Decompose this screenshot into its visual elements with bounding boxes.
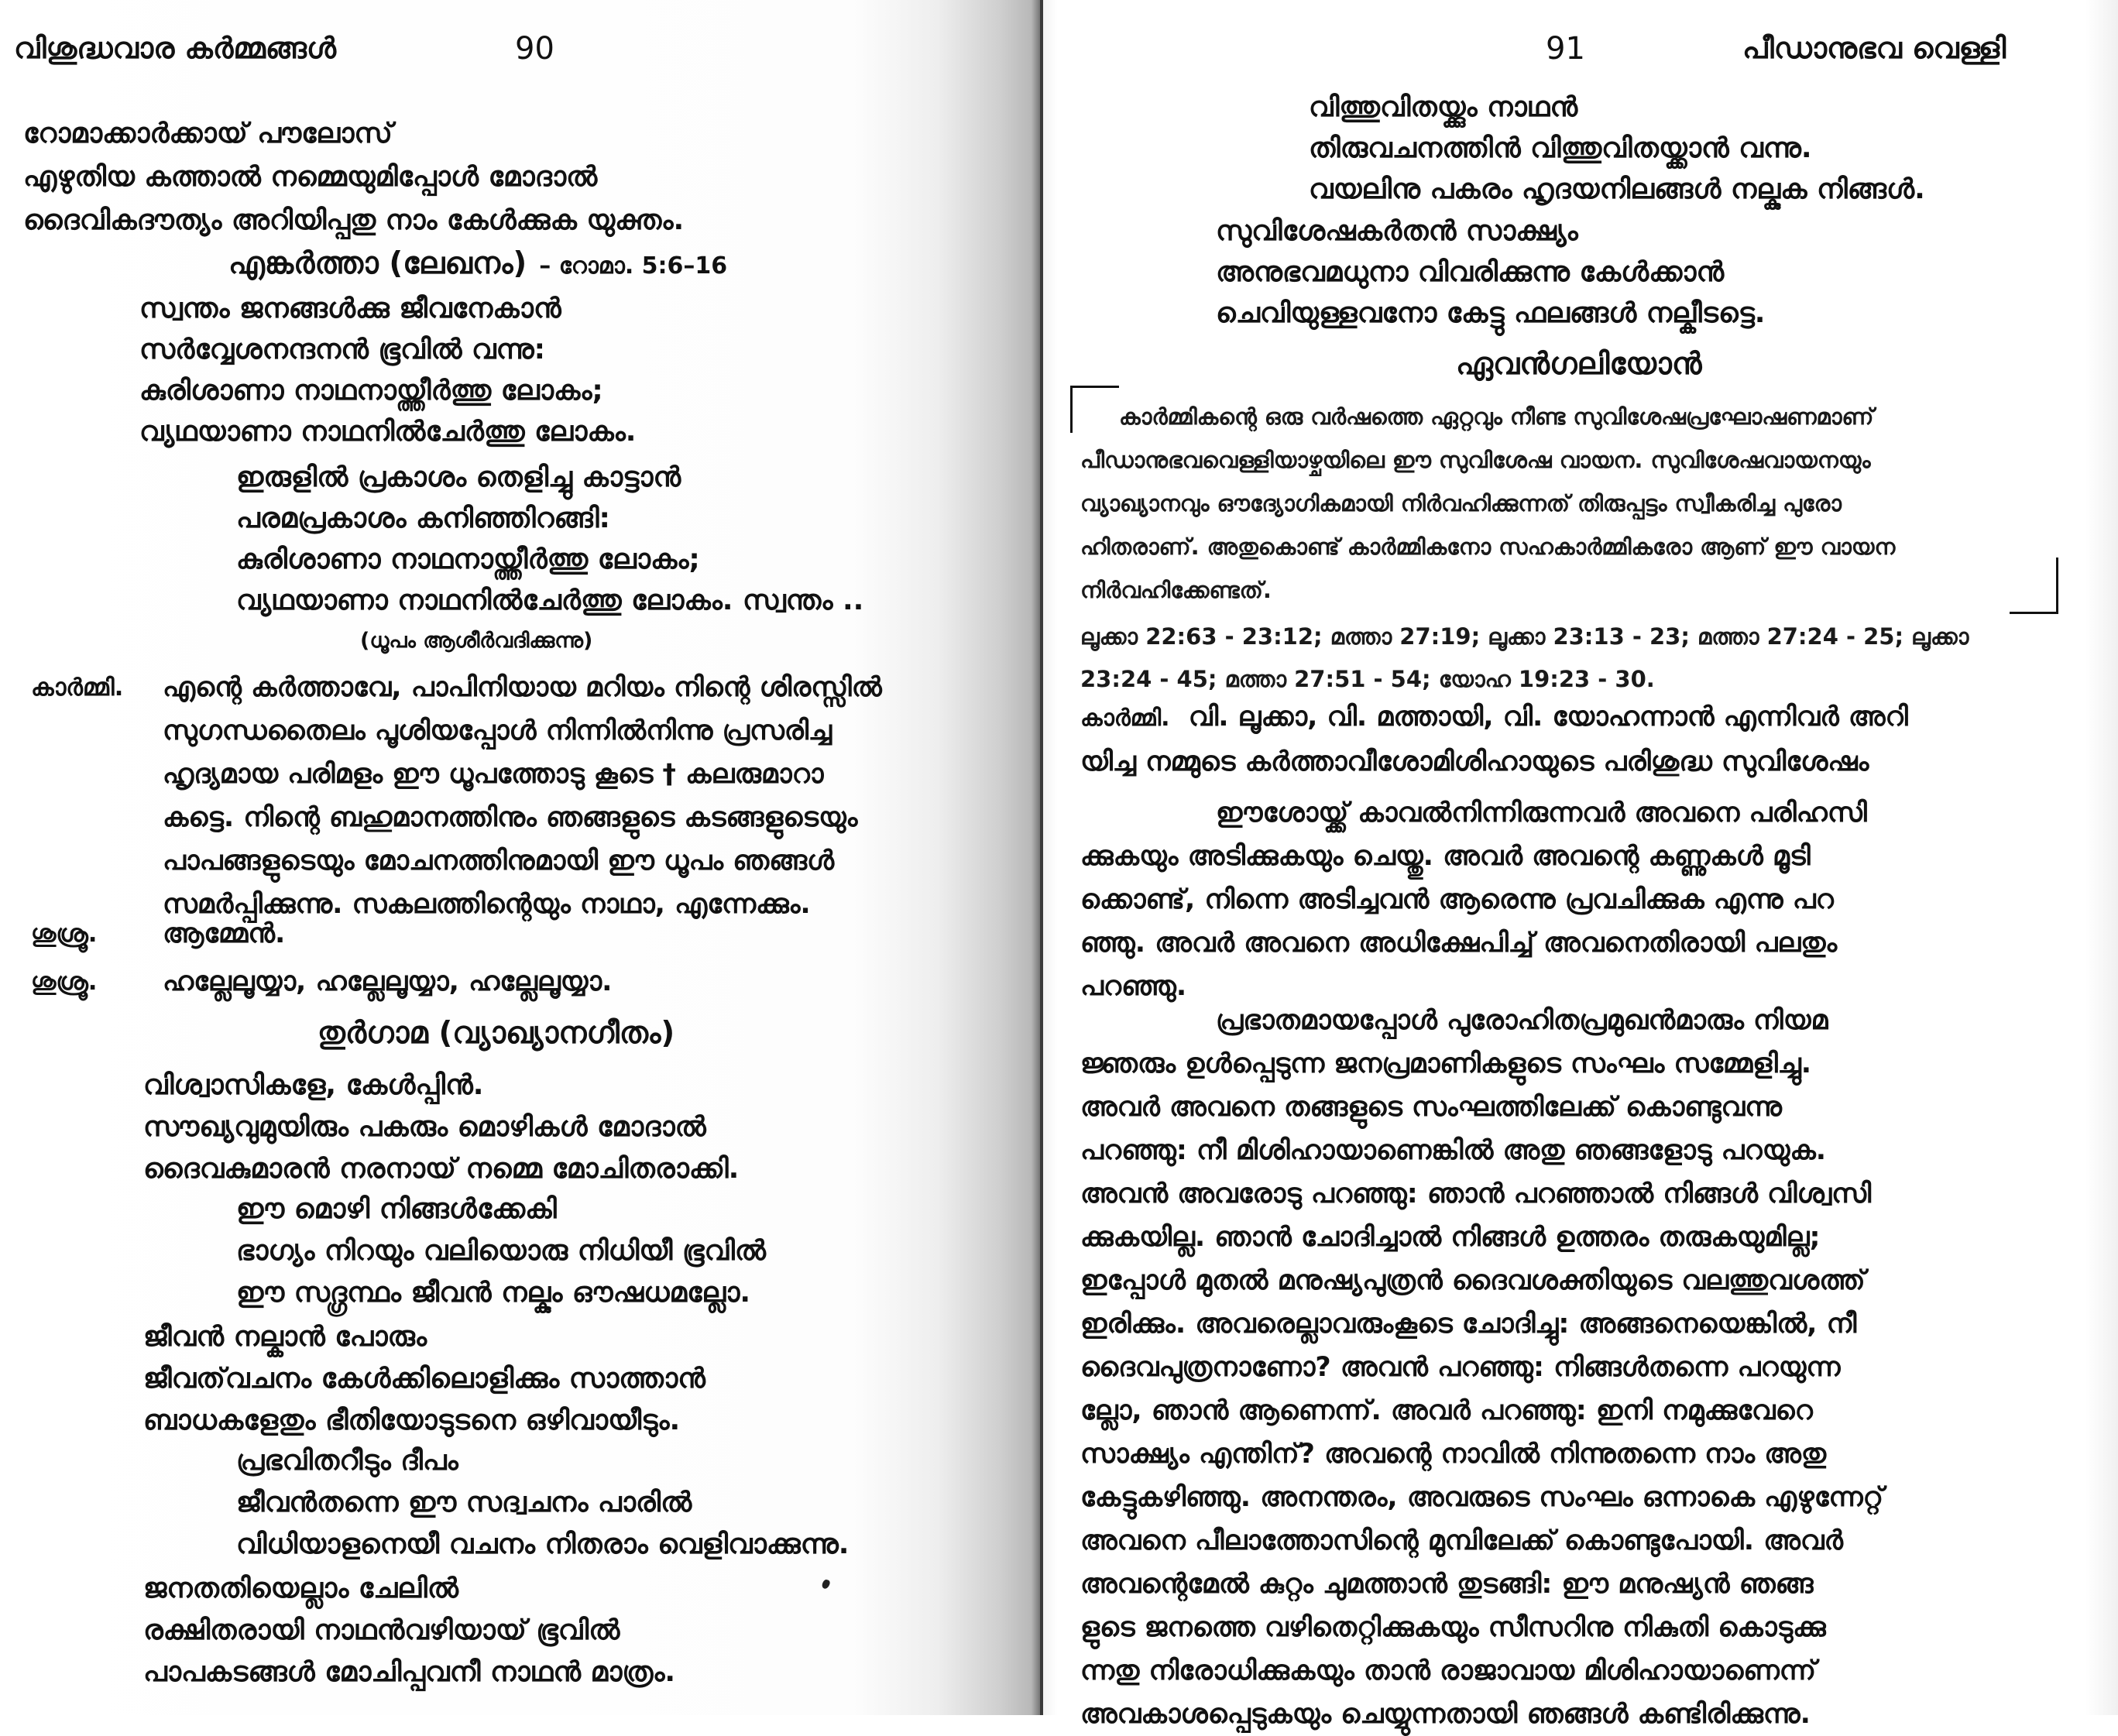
left-page (0, 0, 1042, 1715)
verse-line: എഴുതിയ കത്താൽ നമ്മെയുമിപ്പോൾ മോദാൽ (23, 161, 598, 193)
gospel-line: ദൈവപുത്രനാണോ? അവൻ പറഞ്ഞു: നിങ്ങൾതന്നെ പറയുന്ന (1080, 1352, 1841, 1383)
verse-line: ദൈവികദൗത്യം അറിയിപ്പതു നാം കേൾക്കുക യുക്തം. (23, 204, 685, 236)
verse-line: വിശ്വാസികളേ, കേൾപ്പിൻ. (143, 1069, 484, 1101)
verse-line: ഈ മൊഴി നിങ്ങൾക്കേകി (236, 1193, 557, 1225)
verse-line: തിരുവചനത്തിൻ വിത്തുവിതയ്ക്കാൻ വന്നു. (1309, 132, 1812, 164)
hymn-stanza-1 (139, 288, 636, 452)
turgama-stanza-3 (143, 1316, 705, 1442)
verse-line: പാപകടങ്ങൾ മോചിപ്പവനീ നാഥൻ മാത്രം. (143, 1656, 676, 1688)
gospel-line: അവനെ പീലാത്തോസിന്റെ മുമ്പിലേക്ക് കൊണ്ടുപോയി. അവർ (1080, 1525, 1844, 1556)
stanza-evangelist-witness (1216, 211, 1765, 334)
gospel-line: ഇരിക്കും. അവരെല്ലാവരുംകൂടെ ചോദിച്ചു: അങ്ങനെയെങ്കിൽ, നീ (1080, 1309, 1857, 1340)
verse-line: അനുഭവമധുനാ വിവരിക്കുന്നു കേൾക്കാൻ (1216, 256, 1725, 288)
prayer-line: സമർപ്പിക്കുന്നു. സകലത്തിന്റെയും നാഥാ, എന്നേക്കും. (163, 889, 811, 920)
running-title-left: വിശുദ്ധവാര കർമ്മങ്ങൾ (14, 31, 337, 65)
deacon-response-amen (31, 912, 999, 955)
rubric-incense: (ധൂപം ആശീർവദിക്കുന്നു) (360, 629, 593, 653)
verse-line: പരമപ്രകാശം കനിഞ്ഞിറങ്ങി: (236, 503, 610, 534)
gospel-line: കേട്ടുകഴിഞ്ഞു. അനന്തരം, അവരുടെ സംഘം ഒന്നാകെ എഴുന്നേറ്റ് (1080, 1482, 1884, 1513)
verse-line: സുവിശേഷകർതൻ സാക്ഷ്യം (1216, 215, 1578, 247)
verse-line: വിത്തുവിതയ്ക്കും നാഥൻ (1309, 91, 1578, 123)
prayer-line: കട്ടെ. നിന്റെ ബഹുമാനത്തിനും ഞങ്ങളുടെ കടങ്ങളുടെയും (163, 802, 858, 833)
note-line: കാർമ്മികന്റെ ഒരു വർഷത്തെ ഏറ്റവും നീണ്ട സുവിശേഷപ്രഘോഷണമാണ് (1119, 403, 1874, 430)
response-text: ആമ്മേൻ. (163, 918, 286, 949)
gospel-line: ക്കുകയും അടിക്കുകയും ചെയ്തു. അവർ അവന്റെ കണ്ണുകൾ മൂടി (1080, 841, 1811, 872)
stanza-sower (1309, 87, 1925, 210)
verse-line: സൗഖ്യവുമുയിരും പകരും മൊഴികൾ മോദാൽ (143, 1111, 706, 1143)
gospel-line: ന്നതു നിരോധിക്കുകയും താൻ രാജാവായ മിശിഹായാണെന്ന് (1080, 1655, 1817, 1686)
gospel-line: ഇപ്പോൾ മുതൽ മനുഷ്യപുത്രൻ ദൈവശക്തിയുടെ വലത്തുവശത്ത് (1080, 1265, 1866, 1296)
verse-line: കുരിശാണാ നാഥനായ്ത്തീർത്തു ലോകം; (139, 375, 603, 407)
verse-line: ജനതതിയെല്ലാം ചേലിൽ (143, 1573, 458, 1604)
verse-line: റോമാക്കാർക്കായ് പൗലോസ് (23, 118, 393, 149)
celebrant-announcement (1080, 695, 1908, 784)
gospel-heading: ഏവൻഗലിയോൻ (1456, 347, 1702, 382)
turgama-stanza-1 (143, 1065, 739, 1190)
gospel-line: ല്ലോ, ഞാൻ ആണെന്ന്. അവർ പറഞ്ഞു: ഇനി നമുക്കുവേറെ (1080, 1395, 1813, 1426)
prayer-line: പാപങ്ങളുടെയും മോചനത്തിനുമായി ഈ ധൂപം ഞങ്ങൾ (163, 846, 835, 877)
scripture-references (1080, 616, 1969, 701)
verse-line: ചെവിയുള്ളവനോ കേട്ടു ഫലങ്ങൾ നല്കീടട്ടെ. (1216, 297, 1766, 329)
response-text: ഹല്ലേലൂയ്യാ, ഹല്ലേലൂയ്യാ, ഹല്ലേലൂയ്യാ. (163, 966, 613, 997)
gospel-line: ക്കൊണ്ട്, നിന്നെ അടിച്ചവൻ ആരെന്നു പ്രവചിക്കുക എന്നു പറ (1080, 884, 1834, 915)
note-bracket-bottom-right (2010, 558, 2058, 614)
verse-line: പ്രഭവിതറീടും ദീപം (236, 1445, 458, 1477)
announcement-line: വി. ലൂക്കാ, വി. മത്തായി, വി. യോഹന്നാൻ എന്നിവർ അറി (1188, 702, 1908, 732)
gospel-line: അവകാശപ്പെടുകയും ചെയ്യുന്നതായി ഞങ്ങൾ കണ്ടിരിക്കുന്നു. (1080, 1699, 1811, 1730)
speaker-role: ശുശ്രൂ. (31, 920, 98, 948)
note-line: ഹിതരാണ്. അതുകൊണ്ട് കാർമ്മികനോ സഹകാർമ്മികരോ ആണ് ഈ വായന (1080, 533, 1896, 560)
verse-line: ഭാഗ്യം നിറയും വലിയൊരു നിധിയീ ഭൂവിൽ (236, 1235, 766, 1267)
page-number-right: 91 (1546, 31, 1585, 67)
verse-line: വയലിനു പകരം ഹൃദയനിലങ്ങൾ നല്കുക നിങ്ങൾ. (1309, 173, 1925, 205)
verse-line: ദൈവകുമാരൻ നരനായ് നമ്മെ മോചിതരാക്കി. (143, 1153, 740, 1185)
boxed-note (1080, 395, 2064, 612)
speaker-role: കാർമ്മി. (1080, 705, 1170, 732)
reference-line: 23:24 - 45; മത്താ 27:51 - 54; യോഹ 19:23 - 30. (1080, 666, 1655, 692)
turgama-stanza-2 (236, 1189, 766, 1314)
verse-line: ഈ സദ്ഗ്രന്ഥം ജീവൻ നല്കും ഔഷധമല്ലോ. (236, 1277, 751, 1309)
gospel-line: ളുടെ ജനത്തെ വഴിതെറ്റിക്കുകയും സീസറിനു നികുതി കൊടുക്കു (1080, 1612, 1826, 1643)
gospel-line: ജ്ഞരും ഉൾപ്പെടുന്ന ജനപ്രമാണികളുടെ സംഘം സമ്മേളിച്ചു. (1080, 1048, 1812, 1079)
speaker-role: കാർമ്മി. (31, 674, 124, 702)
ink-spot (821, 1579, 831, 1590)
prayer-line: എന്റെ കർത്താവേ, പാപിനിയായ മറിയം നിന്റെ ശിരസ്സിൽ (163, 672, 882, 703)
verse-line: വ്യഥയാണാ നാഥനിൽചേർത്തു ലോകം. (139, 416, 637, 448)
verse-line: ജീവൻ നല്കാൻ പോരും (143, 1321, 427, 1353)
gospel-paragraph-2 (1080, 999, 1883, 1736)
epistle-heading (228, 246, 727, 281)
book-spine (1040, 0, 1043, 1715)
reference-line: ലൂക്കാ 22:63 - 23:12; മത്താ 27:19; ലൂക്കാ 23:13 - 23; മത്താ 27:24 - 25; ലൂക്കാ (1080, 623, 1969, 650)
verse-line: സർവ്വേശനന്ദനൻ ഭൂവിൽ വന്നു: (139, 334, 546, 365)
epistle-reference: – റോമാ. 5:6–16 (539, 252, 728, 280)
gospel-line: പറഞ്ഞു. (1080, 971, 1187, 1002)
verse-line: വ്യഥയാണാ നാഥനിൽചേർത്തു ലോകം. സ്വന്തം .. (236, 585, 864, 616)
running-title-right: പീഡാനുഭവ വെള്ളി (1742, 31, 2006, 65)
verse-line: ഇരുളിൽ പ്രകാശം തെളിച്ചു കാട്ടാൻ (236, 461, 681, 493)
verse-line: കുരിശാണാ നാഥനായ്ത്തീർത്തു ലോകം; (236, 544, 700, 575)
gospel-paragraph-1 (1080, 791, 1867, 1008)
note-line: നിർവഹിക്കേണ്ടത്. (1080, 577, 1272, 603)
gospel-line: അവർ അവനെ തങ്ങളുടെ സംഘത്തിലേക്ക് കൊണ്ടുവന്നു (1080, 1092, 1782, 1123)
prayer-line: സുഗന്ധതൈലം പൂശിയപ്പോൾ നിന്നിൽനിന്നു പ്രസരിച്ച (163, 715, 832, 746)
turgama-stanza-5 (143, 1568, 675, 1693)
gospel-line: അവന്റെമേൽ കുറ്റം ചുമത്താൻ തുടങ്ങി: ഈ മനുഷ്യൻ ഞങ്ങ (1080, 1569, 1814, 1600)
verse-line: ജീവത്‌വചനം കേൾക്കിലൊളിക്കും സാത്താൻ (143, 1363, 705, 1395)
gospel-line: ഞ്ഞു. അവർ അവനെ അധിക്ഷേപിച്ച് അവനെതിരായി പലതും (1080, 928, 1838, 959)
note-line: പീഡാനുഭവവെള്ളിയാഴ്ചയിലെ ഈ സുവിശേഷ വായന. സുവിശേഷവായനയും (1080, 447, 1871, 473)
verse-line: ജീവൻതന്നെ ഈ സദ്വചനം പാരിൽ (236, 1487, 692, 1518)
epistle-title: എങ്കർത്താ (ലേഖനം) (228, 246, 527, 281)
gospel-line: സാക്ഷ്യം എന്തിന്? അവന്റെ നാവിൽ നിന്നുതന്നെ നാം അതു (1080, 1439, 1827, 1470)
celebrant-prayer (31, 666, 999, 926)
verse-line: രക്ഷിതരായി നാഥൻവഴിയായ് ഭൂവിൽ (143, 1614, 620, 1646)
verse-line: വിധിയാളനെയീ വചനം നിതരാം വെളിവാക്കുന്നു. (236, 1528, 850, 1560)
hymn-stanza-2 (236, 457, 863, 621)
turgama-stanza-4 (236, 1440, 849, 1566)
gospel-line: ഈശോയ്ക്ക് കാവൽനിന്നിരുന്നവർ അവനെ പരിഹസി (1216, 798, 1867, 829)
speaker-role: ശുശ്രൂ. (31, 968, 98, 996)
gospel-line: പറഞ്ഞു: നീ മിശിഹായാണെങ്കിൽ അതു ഞങ്ങളോടു പറയുക. (1080, 1135, 1827, 1166)
gospel-line: പ്രഭാതമായപ്പോൾ പുരോഹിതപ്രമുഖൻമാരും നിയമ (1216, 1005, 1828, 1036)
gospel-line: ക്കുകയില്ല. ഞാൻ ചോദിച്ചാൽ നിങ്ങൾ ഉത്തരം തരുകയുമില്ല; (1080, 1222, 1821, 1253)
verse-line: ബാധകളേതും ഭീതിയോടുടനെ ഒഴിവായീടും. (143, 1405, 681, 1436)
verse-line: സ്വന്തം ജനങ്ങൾക്കു ജീവനേകാൻ (139, 293, 561, 324)
page-number-left: 90 (515, 31, 554, 67)
turgama-heading: തുർഗാമ (വ്യാഖ്യാനഗീതം) (318, 1016, 675, 1051)
prayer-line: ഹൃദ്യമായ പരിമളം ഈ ധൂപത്തോടു കൂടെ † കലരുമാറാ (163, 759, 824, 790)
intro-verse (23, 112, 684, 242)
gospel-line: അവൻ അവരോടു പറഞ്ഞു: ഞാൻ പറഞ്ഞാൽ നിങ്ങൾ വിശ്വസി (1080, 1178, 1872, 1209)
note-line: വ്യാഖ്യാനവും ഔദ്യോഗികമായി നിർവഹിക്കുന്നത് തിരുപ്പട്ടം സ്വീകരിച്ച പുരോ (1080, 490, 1842, 516)
announcement-line: യിച്ച നമ്മുടെ കർത്താവീശോമിശിഹായുടെ പരിശുദ്ധ സുവിശേഷം (1080, 746, 1869, 777)
deacon-response-alleluia (31, 960, 999, 1004)
